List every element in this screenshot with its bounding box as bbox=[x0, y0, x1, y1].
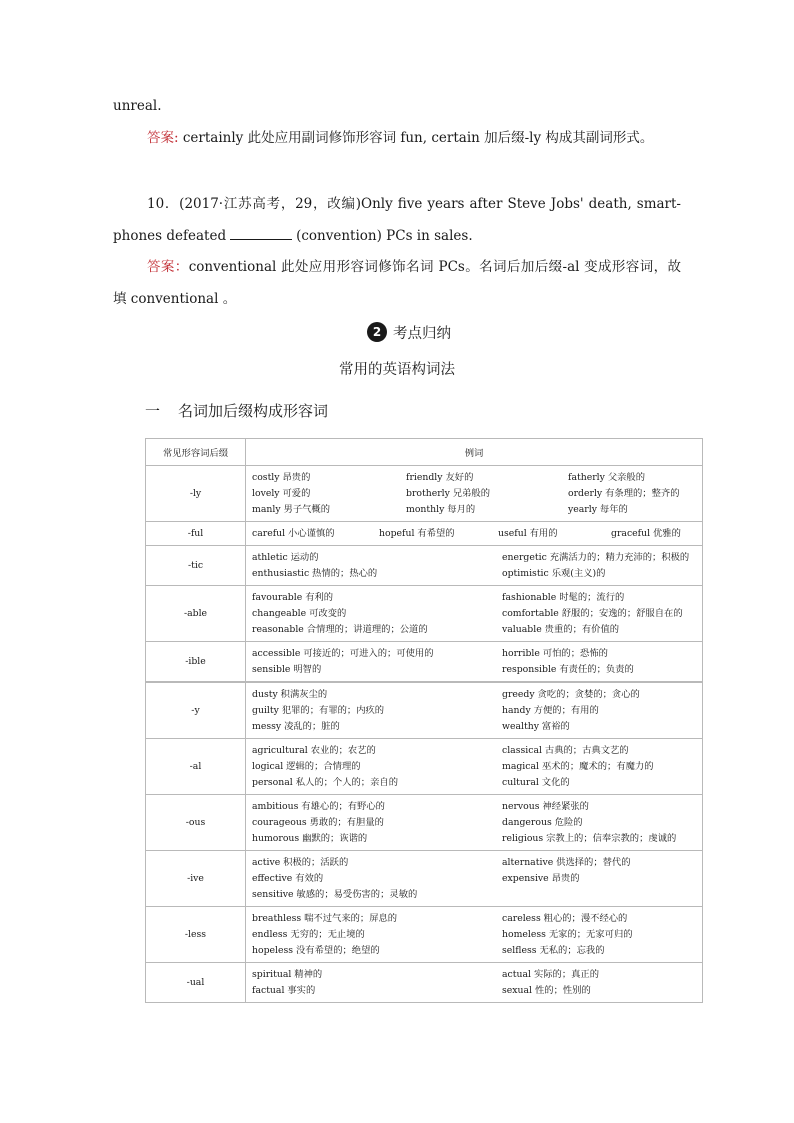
q10-answer bbox=[113, 251, 681, 315]
example-word: athletic 运动的 bbox=[252, 552, 319, 563]
examples-cell bbox=[246, 546, 703, 586]
example-word: changeable 可改变的 bbox=[252, 608, 347, 619]
question-10 bbox=[113, 188, 681, 252]
answer-text: certainly 此处应用副词修饰形容词 fun, certain 加后缀-ly 构成其副词形式。 bbox=[178, 130, 654, 146]
intro-line-unreal: unreal. bbox=[113, 98, 162, 114]
examples-grid bbox=[252, 968, 696, 997]
example-word: nervous 神经紧张的 bbox=[502, 801, 589, 812]
example-word: valuable 贵重的；有价值的 bbox=[502, 624, 620, 635]
example-word: classical 古典的；古典文艺的 bbox=[502, 745, 629, 756]
example-word: religious 宗教上的；信奉宗教的；虔诚的 bbox=[502, 833, 677, 844]
answer-text: conventional 此处应用形容词修饰名词 PCs。名词后加后缀-al 变成形容词，故填 conventional 。 bbox=[113, 259, 681, 307]
example-word: magical 巫术的；魔术的；有魔力的 bbox=[502, 761, 654, 772]
example-word: agricultural 农业的；农艺的 bbox=[252, 745, 376, 756]
examples-grid bbox=[252, 856, 696, 901]
examples-grid bbox=[252, 527, 696, 540]
example-word: personal 私人的；个人的；亲自的 bbox=[252, 777, 398, 788]
answer-blank bbox=[230, 225, 292, 240]
example-word: courageous 勇敢的；有胆量的 bbox=[252, 817, 384, 828]
example-word: yearly 每年的 bbox=[568, 504, 628, 515]
example-word: sensitive 敏感的；易受伤害的；灵敏的 bbox=[252, 889, 418, 900]
example-word: fatherly 父亲般的 bbox=[568, 472, 646, 483]
table-row bbox=[146, 466, 703, 522]
example-word: lovely 可爱的 bbox=[252, 488, 311, 499]
suffix-cell: -ual bbox=[146, 963, 246, 1003]
example-word: effective 有效的 bbox=[252, 873, 324, 884]
example-word: active 积极的；活跃的 bbox=[252, 857, 349, 868]
answer-label: 答案: bbox=[147, 130, 179, 146]
example-word: reasonable 合情理的；讲道理的；公道的 bbox=[252, 624, 428, 635]
example-word: accessible 可接近的；可进入的；可使用的 bbox=[252, 648, 434, 659]
table-row bbox=[146, 586, 703, 642]
example-word: responsible 有责任的；负责的 bbox=[502, 664, 634, 675]
example-word: fashionable 时髦的；流行的 bbox=[502, 592, 625, 603]
example-word: sexual 性的；性别的 bbox=[502, 985, 591, 996]
question-text: 10．(2017·江苏高考，29，改编)Only five years after Steve Jobs' death, smart-phones defeated bbox=[113, 196, 681, 244]
example-word: endless 无穷的；无止境的 bbox=[252, 929, 365, 940]
topic-title: 常用的英语构词法 bbox=[339, 362, 455, 378]
example-word: brotherly 兄弟般的 bbox=[406, 488, 491, 499]
table-row bbox=[146, 963, 703, 1003]
examples-cell bbox=[246, 642, 703, 682]
example-word: hopeless 没有希望的；绝望的 bbox=[252, 945, 380, 956]
suffix-cell: -ful bbox=[146, 522, 246, 546]
example-word: enthusiastic 热情的；热心的 bbox=[252, 568, 378, 579]
sub-heading-number: 一 bbox=[145, 402, 161, 420]
suffix-table-2 bbox=[145, 682, 703, 1003]
example-word: careful 小心谨慎的 bbox=[252, 528, 335, 539]
suffix-cell: -tic bbox=[146, 546, 246, 586]
examples-cell bbox=[246, 586, 703, 642]
examples-grid bbox=[252, 744, 696, 789]
section-number-badge: 2 bbox=[367, 322, 387, 342]
examples-cell bbox=[246, 963, 703, 1003]
example-word: manly 男子气概的 bbox=[252, 504, 331, 515]
examples-cell bbox=[246, 522, 703, 546]
example-word: graceful 优雅的 bbox=[611, 528, 681, 539]
table-row bbox=[146, 546, 703, 586]
suffix-cell: -ous bbox=[146, 795, 246, 851]
example-word: energetic 充满活力的；精力充沛的；积极的 bbox=[502, 552, 690, 563]
example-word: selfless 无私的；忘我的 bbox=[502, 945, 605, 956]
example-word: dusty 积满灰尘的 bbox=[252, 689, 328, 700]
header-suffix: 常见形容词后缀 bbox=[146, 439, 246, 466]
example-word: logical 逻辑的；合情理的 bbox=[252, 761, 361, 772]
examples-grid bbox=[252, 551, 696, 580]
examples-cell bbox=[246, 683, 703, 739]
table-row bbox=[146, 795, 703, 851]
example-word: optimistic 乐观(主义)的 bbox=[502, 568, 606, 579]
example-word: sensible 明智的 bbox=[252, 664, 322, 675]
examples-cell bbox=[246, 466, 703, 522]
examples-grid bbox=[252, 591, 696, 636]
examples-cell bbox=[246, 907, 703, 963]
suffix-cell: -al bbox=[146, 739, 246, 795]
table-row bbox=[146, 642, 703, 682]
suffix-cell: -ly bbox=[146, 466, 246, 522]
sub-heading-title: 名词加后缀构成形容词 bbox=[178, 402, 329, 420]
example-word: actual 实际的；真正的 bbox=[502, 969, 600, 980]
suffix-cell: -y bbox=[146, 683, 246, 739]
example-word: handy 方便的；有用的 bbox=[502, 705, 599, 716]
example-word: messy 凌乱的；脏的 bbox=[252, 721, 340, 732]
examples-cell bbox=[246, 851, 703, 907]
example-word: useful 有用的 bbox=[498, 528, 558, 539]
example-word: humorous 幽默的；诙谐的 bbox=[252, 833, 368, 844]
example-word: expensive 昂贵的 bbox=[502, 873, 580, 884]
table-row bbox=[146, 907, 703, 963]
example-word: greedy 贪吃的；贪婪的；贪心的 bbox=[502, 689, 640, 700]
example-word: cultural 文化的 bbox=[502, 777, 570, 788]
example-word: careless 粗心的；漫不经心的 bbox=[502, 913, 628, 924]
header-examples: 例词 bbox=[246, 439, 703, 466]
examples-grid bbox=[252, 647, 696, 676]
example-word: favourable 有利的 bbox=[252, 592, 334, 603]
example-word: costly 昂贵的 bbox=[252, 472, 311, 483]
suffix-cell: -less bbox=[146, 907, 246, 963]
example-word: alternative 供选择的；替代的 bbox=[502, 857, 631, 868]
example-word bbox=[502, 888, 696, 901]
section-header bbox=[367, 321, 451, 343]
example-word: guilty 犯罪的；有罪的；内疚的 bbox=[252, 705, 385, 716]
examples-grid bbox=[252, 688, 696, 733]
example-word: homeless 无家的；无家可归的 bbox=[502, 929, 633, 940]
table-row bbox=[146, 739, 703, 795]
example-word: wealthy 富裕的 bbox=[502, 721, 570, 732]
example-word: factual 事实的 bbox=[252, 985, 316, 996]
table-header-row bbox=[146, 439, 703, 466]
example-word: monthly 每月的 bbox=[406, 504, 476, 515]
example-word: comfortable 舒服的；安逸的；舒服自在的 bbox=[502, 608, 683, 619]
table-row bbox=[146, 522, 703, 546]
example-word: friendly 友好的 bbox=[406, 472, 474, 483]
examples-grid bbox=[252, 800, 696, 845]
section-title: 考点归纳 bbox=[393, 325, 451, 342]
q9-answer bbox=[113, 122, 681, 154]
examples-grid bbox=[252, 471, 696, 516]
examples-grid bbox=[252, 912, 696, 957]
example-word: horrible 可怕的；恐怖的 bbox=[502, 648, 608, 659]
example-word: spiritual 精神的 bbox=[252, 969, 323, 980]
table-row bbox=[146, 683, 703, 739]
example-word: ambitious 有雄心的；有野心的 bbox=[252, 801, 385, 812]
suffix-table-1 bbox=[145, 438, 703, 682]
answer-label: 答案： bbox=[147, 259, 189, 275]
suffix-cell: -ible bbox=[146, 642, 246, 682]
example-word: hopeful 有希望的 bbox=[379, 528, 455, 539]
example-word: dangerous 危险的 bbox=[502, 817, 583, 828]
question-text-cont: (convention) PCs in sales. bbox=[296, 228, 473, 244]
example-word: orderly 有条理的；整齐的 bbox=[568, 488, 680, 499]
examples-cell bbox=[246, 795, 703, 851]
suffix-cell: -ive bbox=[146, 851, 246, 907]
sub-heading bbox=[145, 400, 328, 421]
table-row bbox=[146, 851, 703, 907]
examples-cell bbox=[246, 739, 703, 795]
example-word: breathless 喘不过气来的；屏息的 bbox=[252, 913, 398, 924]
suffix-cell: -able bbox=[146, 586, 246, 642]
